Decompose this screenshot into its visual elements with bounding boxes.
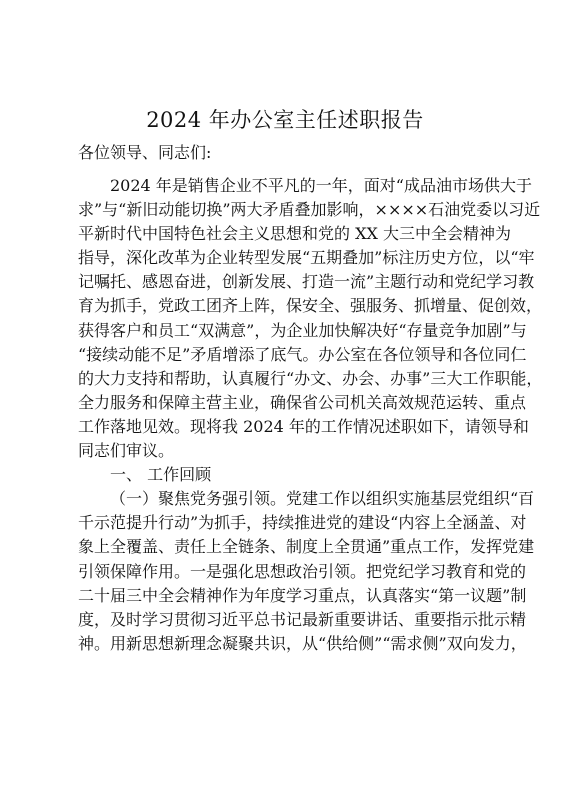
text-line: 引领保障作用。一是强化思想政治引领。把党纪学习教育和党的 bbox=[78, 561, 527, 581]
salutation: 各位领导、同志们: bbox=[78, 143, 212, 162]
text-line: 同志们审议。 bbox=[78, 441, 175, 461]
document-title: 2024 年办公室主任述职报告 bbox=[146, 108, 424, 132]
text-line: 全力服务和保障主营主业，确保省公司机关高效规范运转、重点 bbox=[78, 392, 527, 412]
text-line: 一、 工作回顾 bbox=[110, 465, 212, 485]
text-line: 育为抓手，党政工团齐上阵，保安全、强服务、抓增量、促创效， bbox=[78, 296, 543, 316]
text-line: 平新时代中国特色社会主义思想和党的 XX 大三中全会精神为 bbox=[78, 224, 511, 244]
text-line: 的大力支持和帮助，认真履行“办文、办会、办事”三大工作职能， bbox=[78, 368, 543, 388]
text-line: 度，及时学习贯彻习近平总书记最新重要讲话、重要指示批示精 bbox=[78, 609, 527, 629]
document-body bbox=[78, 174, 543, 656]
text-line: 2024 年是销售企业不平凡的一年，面对“成品油市场供大于 bbox=[110, 176, 532, 195]
text-line: 获得客户和员工“双满意”，为企业加快解决好“存量竞争加剧”与 bbox=[78, 320, 527, 340]
text-line: 神。用新思想新理念凝聚共识，从“供给侧”“需求侧”双向发力， bbox=[78, 633, 527, 653]
text-line: 二十届三中全会精神作为年度学习重点，认真落实“第一议题”制 bbox=[78, 585, 527, 605]
text-line: 求”与“新旧动能切换”两大矛盾叠加影响，××××石油党委以习近 bbox=[78, 200, 541, 220]
text-line: “接续动能不足”矛盾增添了底气。办公室在各位领导和各位同仁 bbox=[78, 344, 527, 364]
text-line: 千示范提升行动”为抓手，持续推进党的建设“内容上全涵盖、对 bbox=[78, 513, 527, 533]
text-line: （一）聚焦党务强引领。党建工作以组织实施基层党组织“百 bbox=[110, 489, 535, 509]
text-line: 工作落地见效。现将我 2024 年的工作情况述职如下，请领导和 bbox=[78, 416, 529, 436]
text-line: 记嘱托、感恩奋进，创新发展、打造一流”主题行动和党纪学习教 bbox=[78, 272, 535, 292]
text-line: 象上全覆盖、责任上全链条、制度上全贯通”重点工作，发挥党建 bbox=[78, 537, 535, 557]
text-line: 指导，深化改革为企业转型发展“五期叠加”标注历史方位，以“牢 bbox=[78, 248, 535, 268]
